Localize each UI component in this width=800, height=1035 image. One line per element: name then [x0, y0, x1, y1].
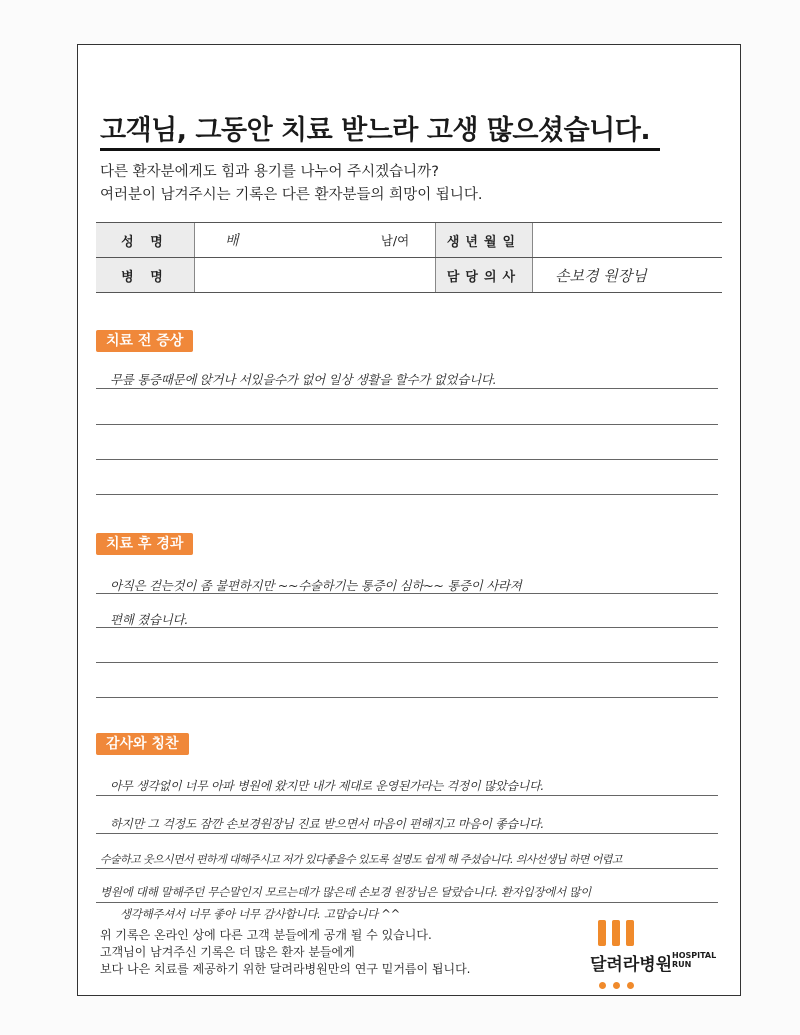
subtitle-line-1: 다른 환자분에게도 힘과 용기를 나누어 주시겠습니까? — [100, 164, 439, 180]
before-rule-3 — [96, 459, 718, 460]
thanks-line-5: 생각해주셔서 너무 좋아 너무 감사합니다. 고맙습니다 ^^ — [120, 907, 400, 921]
after-rule-3 — [96, 662, 718, 663]
page-title: 고객님, 그동안 치료 받느라 고생 많으셨습니다. — [100, 115, 651, 146]
footer-line-1: 위 기록은 온라인 상에 다른 고객 분들에게 공개 될 수 있습니다. — [100, 928, 432, 942]
doctor-field[interactable] — [533, 258, 723, 293]
thanks-line-2: 하지만 그 걱정도 잠깐 손보경원장님 진료 받으면서 마음이 편해지고 마음이 좋습니다. — [110, 817, 544, 831]
thanks-rule-1 — [96, 795, 718, 796]
after-rule-2 — [96, 627, 718, 628]
after-rule-1 — [96, 593, 718, 594]
after-line-2: 편해 졌습니다. — [110, 612, 188, 627]
doctor-label: 담당의사 — [436, 258, 533, 293]
before-section-label: 치료 전 증상 — [96, 330, 193, 352]
name-label: 성 명 — [96, 223, 195, 258]
thanks-rule-2 — [96, 833, 718, 834]
birth-field[interactable] — [533, 223, 723, 258]
thanks-line-3: 수술하고 웃으시면서 편하게 대해주시고 저가 있다좋을수 있도록 설명도 쉽게 해 주셨습니다. 의사선생님 하면 어렵고 — [100, 853, 622, 866]
after-line-1: 아직은 걷는것이 좀 불편하지만 ~~수술하기는 통증이 심하~~ 통증이 사라져 — [110, 578, 522, 593]
after-rule-4 — [96, 697, 718, 698]
logo-name: 달려라병원 — [590, 955, 673, 975]
footer-line-3: 보다 나은 치료를 제공하기 위한 달려라병원만의 연구 밑거름이 됩니다. — [100, 962, 471, 976]
thanks-line-4: 병원에 대해 말해주던 무슨말인지 모르는데가 많은데 손보경 원장님은 달랐습니다. 환자입장에서 많이 — [100, 885, 591, 899]
after-section-label: 치료 후 경과 — [96, 533, 193, 555]
name-value: 배 — [225, 233, 239, 249]
birth-label: 생년월일 — [436, 223, 533, 258]
thanks-rule-3 — [96, 868, 718, 869]
before-rule-1 — [96, 388, 718, 389]
subtitle-line-2: 여러분이 남겨주시는 기록은 다른 환자분들의 희망이 됩니다. — [100, 187, 483, 203]
name-field[interactable] — [195, 223, 356, 258]
logo-en-run: RUN — [672, 960, 692, 969]
logo-en-hospital: HOSPITAL — [672, 951, 717, 960]
logo-exclamation-icon — [598, 920, 640, 950]
title-underline — [100, 148, 660, 151]
patient-info-table — [96, 222, 722, 293]
disease-field[interactable] — [195, 258, 436, 293]
footer-line-2: 고객님이 남겨주신 기록은 더 많은 환자 분들에게 — [100, 945, 355, 959]
sex-label: 남/여 — [355, 223, 436, 258]
thanks-rule-4 — [96, 902, 718, 903]
hospital-logo — [590, 920, 730, 990]
disease-label: 병 명 — [96, 258, 195, 293]
thanks-line-1: 아무 생각없이 너무 아파 병원에 왔지만 내가 제대로 운영된가라는 걱정이 많았습니다. — [110, 779, 544, 793]
before-rule-2 — [96, 424, 718, 425]
logo-english — [672, 951, 716, 969]
thanks-section-label: 감사와 칭찬 — [96, 733, 189, 755]
doctor-value: 손보경 원장님 — [555, 266, 647, 285]
before-line-1: 무릎 통증때문에 앉거나 서있을수가 없어 일상 생활을 할수가 없었습니다. — [110, 372, 497, 387]
before-rule-4 — [96, 494, 718, 495]
